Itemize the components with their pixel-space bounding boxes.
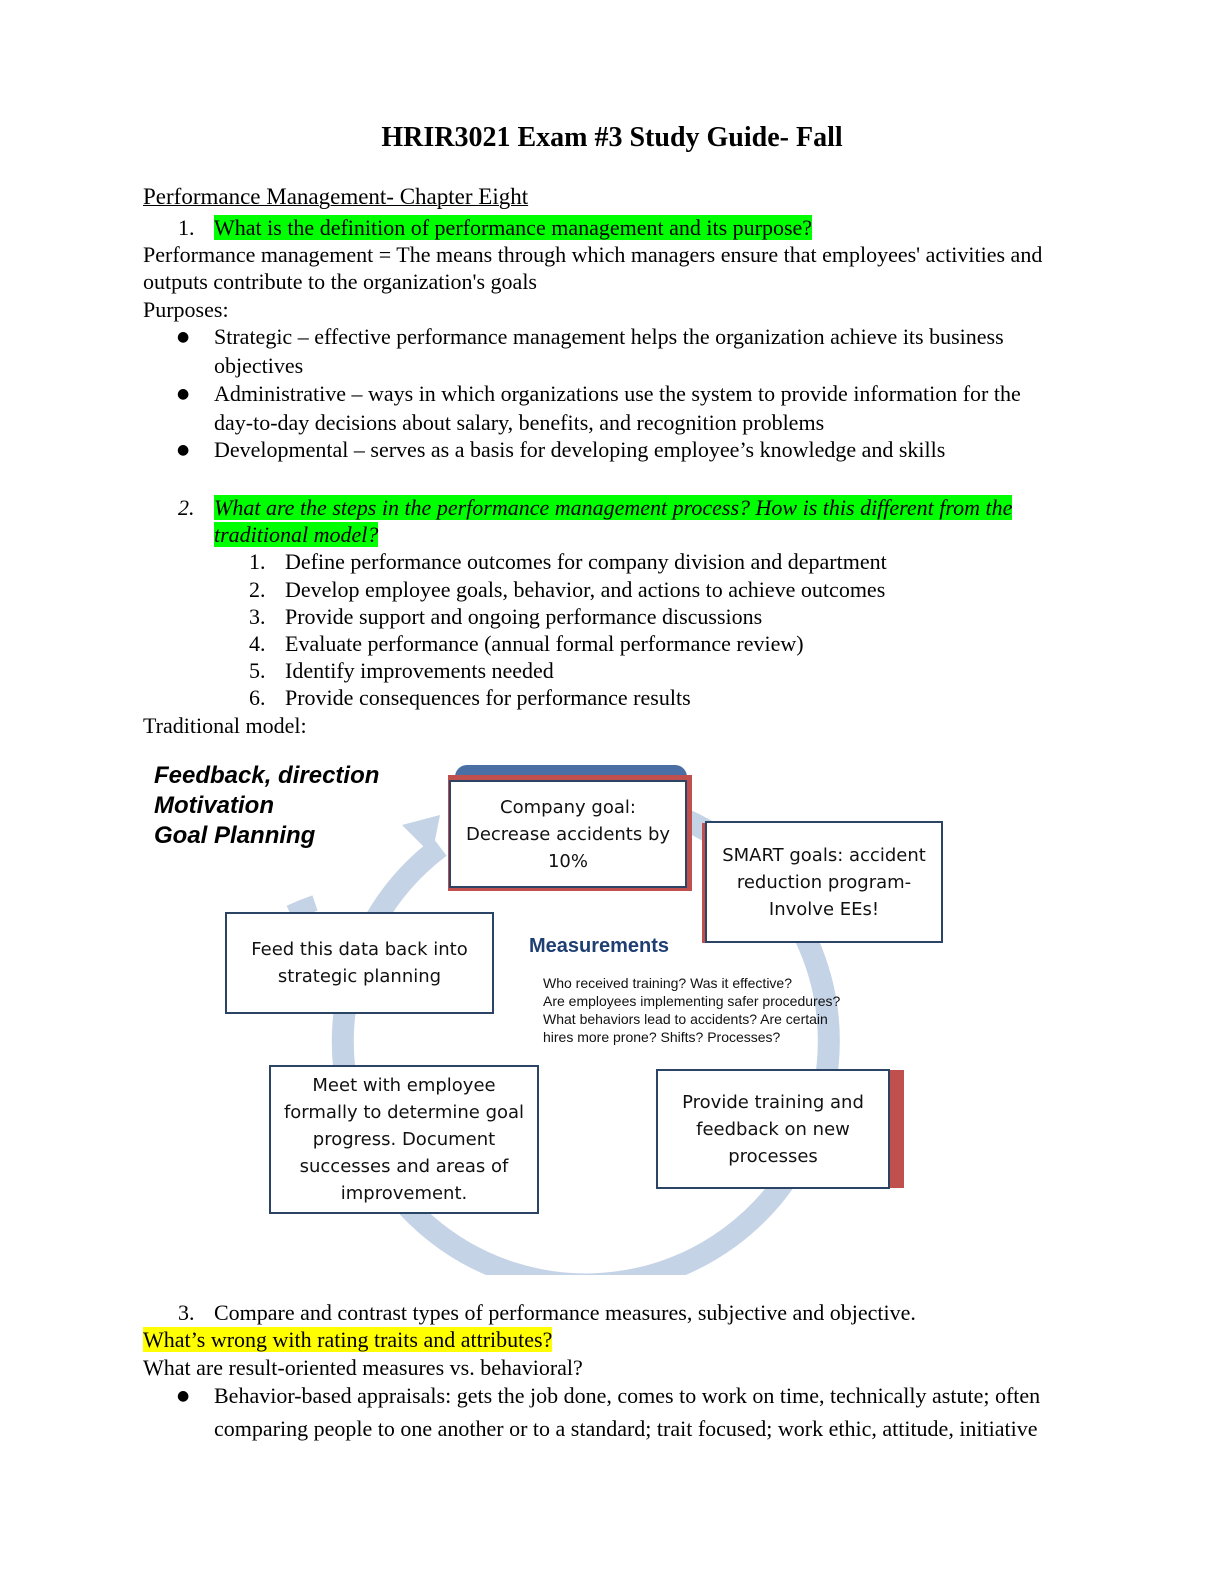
question-2-number: 2.	[178, 495, 195, 520]
diagram-heading-line-3: Goal Planning	[154, 822, 316, 849]
measurements-title: Measurements	[529, 935, 670, 957]
question-1-text: What is the definition of performance management and its purpose?	[214, 215, 813, 240]
purpose-strategic-line-1: Strategic – effective performance management helps the organization achieve its business	[214, 324, 1004, 349]
traditional-model-label: Traditional model:	[143, 713, 307, 738]
training-box-accent	[890, 1070, 904, 1188]
traits-question-text: What’s wrong with rating traits and attributes?	[143, 1327, 553, 1352]
bullet-icon: ●	[177, 1388, 190, 1404]
result-vs-behavioral: What are result-oriented measures vs. behavioral?	[143, 1355, 583, 1380]
purposes-label: Purposes:	[143, 297, 229, 322]
diagram-heading-line-2: Motivation	[154, 792, 274, 819]
question-1-number: 1.	[178, 215, 195, 240]
purpose-strategic-line-2: objectives	[214, 353, 304, 378]
step-number: 1.	[249, 549, 266, 574]
section-heading: Performance Management- Chapter Eight	[143, 184, 529, 209]
definition-line-1: Performance management = The means through which managers ensure that employees' activities and	[143, 242, 1043, 267]
question-2-text-2: traditional model?	[214, 522, 379, 547]
step-text: Define performance outcomes for company division and department	[285, 549, 887, 574]
question-2-line-1	[214, 494, 1012, 521]
purpose-developmental: Developmental – serves as a basis for developing employee’s knowledge and skills	[214, 437, 946, 462]
diagram-heading-line-1: Feedback, direction	[154, 762, 380, 789]
question-2-line-2	[214, 521, 378, 548]
measurements-line: Are employees implementing safer procedures?	[543, 993, 841, 1009]
step-number: 5.	[249, 658, 266, 683]
smart-goals-box: SMART goals: accident reduction program- Involve EEs!	[705, 821, 943, 943]
behavior-appraisal-line-2: comparing people to one another or to a standard; trait focused; work ethic, attitude, initiative	[214, 1416, 1038, 1441]
bullet-icon: ●	[177, 386, 190, 402]
step-text: Provide support and ongoing performance discussions	[285, 604, 763, 629]
step-number: 2.	[249, 577, 266, 602]
traits-question	[143, 1326, 552, 1353]
step-number: 6.	[249, 685, 266, 710]
step-text: Identify improvements needed	[285, 658, 554, 683]
purpose-administrative-line-1: Administrative – ways in which organizations use the system to provide information for the	[214, 381, 1021, 406]
step-number: 4.	[249, 631, 266, 656]
step-text: Evaluate performance (annual formal performance review)	[285, 631, 804, 656]
measurements-line: Who received training? Was it effective?	[543, 975, 793, 991]
meet-employee-box: Meet with employee formally to determine goal progress. Document successes and areas of improvement.	[269, 1065, 539, 1214]
definition-line-2: outputs contribute to the organization's goals	[143, 269, 537, 294]
traditional-model-diagram	[140, 755, 960, 1275]
company-goal-box: Company goal: Decrease accidents by 10%	[449, 780, 687, 888]
training-box: Provide training and feedback on new processes	[656, 1069, 890, 1189]
question-1	[214, 214, 812, 241]
question-3-number: 3.	[178, 1300, 195, 1325]
purpose-administrative-line-2: day-to-day decisions about salary, benefits, and recognition problems	[214, 410, 825, 435]
bullet-icon: ●	[177, 329, 190, 345]
measurements-line: hires more prone? Shifts? Processes?	[543, 1029, 781, 1045]
page-title: HRIR3021 Exam #3 Study Guide- Fall	[381, 122, 843, 153]
feed-back-box: Feed this data back into strategic planning	[225, 912, 494, 1014]
bullet-icon: ●	[177, 442, 190, 458]
step-text: Develop employee goals, behavior, and actions to achieve outcomes	[285, 577, 886, 602]
step-text: Provide consequences for performance results	[285, 685, 691, 710]
behavior-appraisal-line-1: Behavior-based appraisals: gets the job done, comes to work on time, technically astute; often	[214, 1383, 1041, 1408]
measurements-line: What behaviors lead to accidents? Are certain	[543, 1011, 828, 1027]
step-number: 3.	[249, 604, 266, 629]
question-3-text: Compare and contrast types of performance measures, subjective and objective.	[214, 1300, 916, 1325]
question-2-text-1: What are the steps in the performance management process? How is this different from the	[214, 495, 1013, 520]
